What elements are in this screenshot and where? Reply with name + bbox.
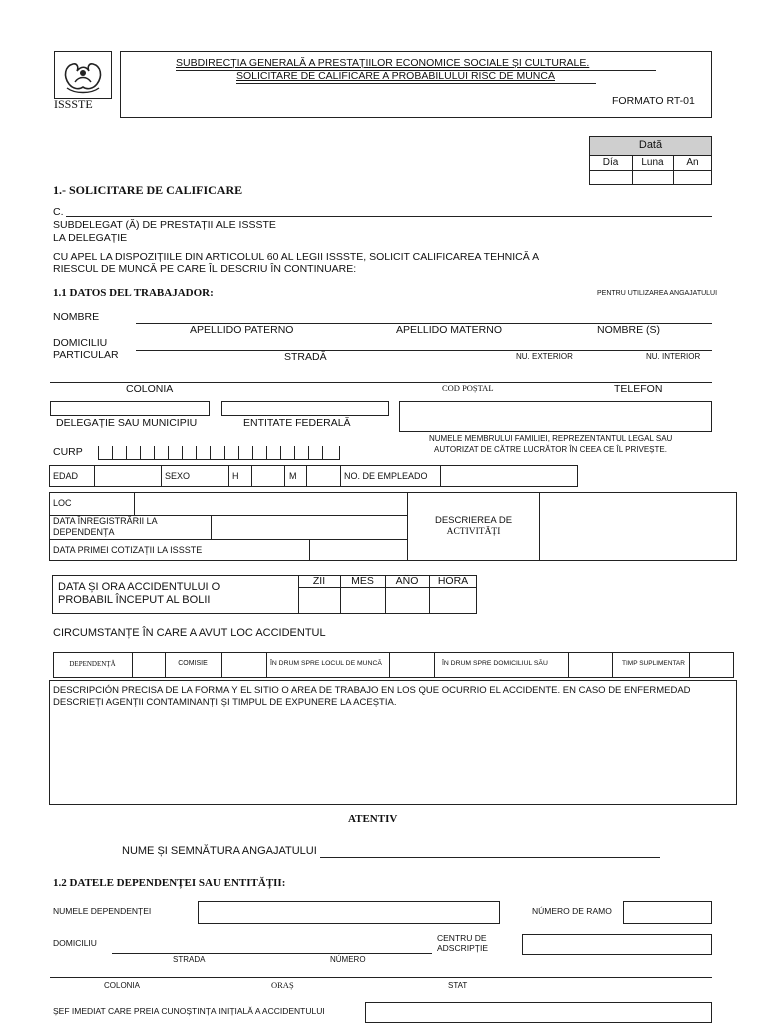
issste-logo-icon xyxy=(55,52,111,98)
circ-option-dependenta: DEPENDENȚĂ xyxy=(69,660,116,668)
hora-cell[interactable] xyxy=(430,588,476,613)
cod-postal-label: COD POȘTAL xyxy=(442,383,494,393)
format-code: FORMATO RT-01 xyxy=(612,95,695,107)
numero-dep-label: NÚMERO xyxy=(330,955,366,964)
hora-label: HORA xyxy=(437,575,469,587)
descrierea-cell[interactable] xyxy=(540,493,736,560)
header-line2: SOLICITARE DE CALIFICARE A PROBABILULUI RISC DE MUNCĂ xyxy=(236,70,555,82)
atentiv-label: ATENTIV xyxy=(348,813,398,825)
descripcion-line1: DESCRIPCIÓN PRECISA DE LA FORMA Y EL SITIO O AREA DE TRABAJO EN LOS QUE OCURRIO EL ACCIDENTE. EN CASO DE ENFERMEDAD xyxy=(53,685,691,696)
numele-dep-input[interactable] xyxy=(198,901,500,924)
particular-label: PARTICULAR xyxy=(53,349,119,361)
domiciliu-dep-label: DOMICILIU xyxy=(53,938,97,948)
accident-label-line2: PROBABIL ÎNCEPUT AL BOLII xyxy=(58,594,211,606)
edad-cell[interactable] xyxy=(95,466,161,486)
ano-cell[interactable] xyxy=(386,588,429,613)
zii-cell[interactable] xyxy=(299,588,340,613)
family-note-line1: NUMELE MEMBRULUI FAMILIEI, REPREZENTANTUL LEGAL SAU xyxy=(429,434,673,443)
nu-exterior-label: NU. EXTERIOR xyxy=(516,352,573,361)
header-line1: SUBDIRECȚIA GENERALĂ A PRESTAȚIILOR ECONOMICE SOCIALE ȘI CULTURALE. xyxy=(176,57,590,69)
curp-boxes[interactable] xyxy=(98,444,340,460)
la-delegatie-text: LA DELEGAȚIE xyxy=(53,232,128,244)
colonia-dep-label: COLONIA xyxy=(104,981,141,990)
descrierea-line2: ACTIVITĂȚI xyxy=(446,527,501,537)
no-empleado-label: NO. DE EMPLEADO xyxy=(344,471,428,481)
date-day-label: Día xyxy=(602,157,619,168)
accident-label-line1: DATA ȘI ORA ACCIDENTULUI O xyxy=(58,581,221,593)
numero-ramo-input[interactable] xyxy=(623,901,712,924)
date-year-cell[interactable] xyxy=(674,171,711,184)
section12-title: 1.2 DATELE DEPENDENȚEI SAU ENTITĂȚII: xyxy=(53,877,286,889)
loc-label: LOC xyxy=(53,498,72,508)
strada-label: STRADĂ xyxy=(284,351,327,363)
oras-label: ORAȘ xyxy=(271,980,294,990)
circ-option-drum-domiciliu: ÎN DRUM SPRE DOMICILIUL SĂU xyxy=(442,660,548,667)
centru-line2: ADSCRIPȚIE xyxy=(437,943,489,953)
section11-title: 1.1 DATOS DEL TRABAJADOR: xyxy=(53,287,214,299)
date-title: Dată xyxy=(638,139,663,151)
zii-label: ZII xyxy=(312,575,326,587)
entitate-label: ENTITATE FEDERALĂ xyxy=(243,417,351,429)
section1-title: 1.- SOLICITARE DE CALIFICARE xyxy=(53,183,243,197)
strada-dep-label: STRADA xyxy=(173,955,206,964)
sexo-m-label: M xyxy=(289,471,297,481)
semnatura-label: NUME ȘI SEMNĂTURA ANGAJATULUI xyxy=(122,845,317,857)
circ-check-comisie[interactable] xyxy=(222,653,266,677)
sef-label: ȘEF IMEDIAT CARE PREIA CUNOȘTINȚA INIȚIALĂ A ACCIDENTULUI xyxy=(53,1006,325,1016)
nombres-label: NOMBRE (S) xyxy=(597,324,660,336)
logo-box xyxy=(54,51,112,99)
logo-text: ISSSTE xyxy=(54,97,93,111)
family-member-input[interactable] xyxy=(399,401,712,432)
sexo-h-cell[interactable] xyxy=(252,466,284,486)
colonia-dep-line[interactable] xyxy=(50,977,712,978)
data-inreg-line1: DATA ÎNREGISTRĂRII LA xyxy=(53,516,158,526)
domiciliu-dep-line[interactable] xyxy=(112,953,432,954)
apellido-paterno-label: APELLIDO PATERNO xyxy=(190,324,294,336)
subdelegat-text: SUBDELEGAT (Ă) DE PRESTAȚII ALE ISSSTE xyxy=(53,219,276,231)
sef-input[interactable] xyxy=(365,1002,712,1023)
centru-input[interactable] xyxy=(522,934,712,955)
domiciliu-label: DOMICILIU xyxy=(53,337,108,349)
descrierea-line1: DESCRIEREA DE xyxy=(434,515,513,526)
ano-label: AÑO xyxy=(395,575,419,587)
delegatie-label: DELEGAȚIE SAU MUNICIPIU xyxy=(56,417,198,429)
sexo-m-cell[interactable] xyxy=(307,466,340,486)
data-primei-cell[interactable] xyxy=(310,540,407,561)
mes-cell[interactable] xyxy=(341,588,385,613)
circ-check-dependenta[interactable] xyxy=(133,653,165,677)
nombre-label: NOMBRE xyxy=(53,311,100,323)
curp-label: CURP xyxy=(53,446,83,458)
nu-interior-label: NU. INTERIOR xyxy=(646,352,701,361)
edad-label: EDAD xyxy=(53,471,79,481)
data-inreg-cell[interactable] xyxy=(212,516,407,539)
circ-option-drum-munca: ÎN DRUM SPRE LOCUL DE MUNCĂ xyxy=(270,660,382,667)
employer-note: PENTRU UTILIZAREA ANGAJATULUI xyxy=(597,290,718,297)
c-line[interactable] xyxy=(66,216,712,217)
centru-line1: CENTRU DE xyxy=(437,933,487,943)
entitate-input[interactable] xyxy=(221,401,389,416)
date-day-cell[interactable] xyxy=(590,171,632,184)
domiciliu-line[interactable] xyxy=(136,350,712,351)
no-empleado-cell[interactable] xyxy=(441,466,577,486)
loc-cell[interactable] xyxy=(135,493,407,515)
sexo-label: SEXO xyxy=(165,471,191,481)
sexo-h-label: H xyxy=(232,471,239,481)
date-month-label: Luna xyxy=(641,157,664,168)
intro-para-line2: RIESCUL DE MUNCĂ PE CARE ÎL DESCRIU ÎN CONTINUARE: xyxy=(53,263,357,275)
apellido-materno-label: APELLIDO MATERNO xyxy=(396,324,502,336)
telefon-label: TELEFON xyxy=(614,383,663,395)
delegatie-input[interactable] xyxy=(50,401,210,416)
date-month-cell[interactable] xyxy=(633,171,673,184)
data-inreg-line2: DEPENDENȚA xyxy=(53,527,115,537)
family-note-line2: AUTORIZAT DE CĂTRE LUCRĂTOR ÎN CEEA CE ÎL PRIVEȘTE. xyxy=(434,445,667,454)
circ-check-drum-domiciliu[interactable] xyxy=(569,653,612,677)
date-year-label: An xyxy=(686,157,699,168)
circ-option-timp-suplimentar: TIMP SUPLIMENTAR xyxy=(622,660,685,667)
circ-check-drum-munca[interactable] xyxy=(390,653,434,677)
circ-option-comisie: COMISIE xyxy=(178,660,208,667)
stat-label: STAT xyxy=(448,981,468,990)
semnatura-line[interactable] xyxy=(320,857,660,858)
colonia-label: COLONIA xyxy=(126,383,174,395)
circumstante-label: CIRCUMSTANȚE ÎN CARE A AVUT LOC ACCIDENTUL xyxy=(53,627,326,639)
c-label: C. xyxy=(53,206,64,218)
numele-dep-label: NUMELE DEPENDENȚEI xyxy=(53,906,152,916)
descripcion-line2: DESCRIEȚI AGENȚII CONTAMINANȚI ȘI TIMPUL DE EXPUNERE LA ACEȘTIA. xyxy=(53,697,397,708)
circ-check-timp-suplimentar[interactable] xyxy=(690,653,733,677)
numero-ramo-label: NÚMERO DE RAMO xyxy=(532,906,612,916)
data-primei-label: DATA PRIMEI COTIZAȚII LA ISSSTE xyxy=(53,545,203,555)
intro-para-line1: CU APEL LA DISPOZIȚIILE DIN ARTICOLUL 60 AL LEGII ISSSTE, SOLICIT CALIFICAREA TEHNICĂ A xyxy=(53,251,540,263)
mes-label: MES xyxy=(351,575,374,587)
